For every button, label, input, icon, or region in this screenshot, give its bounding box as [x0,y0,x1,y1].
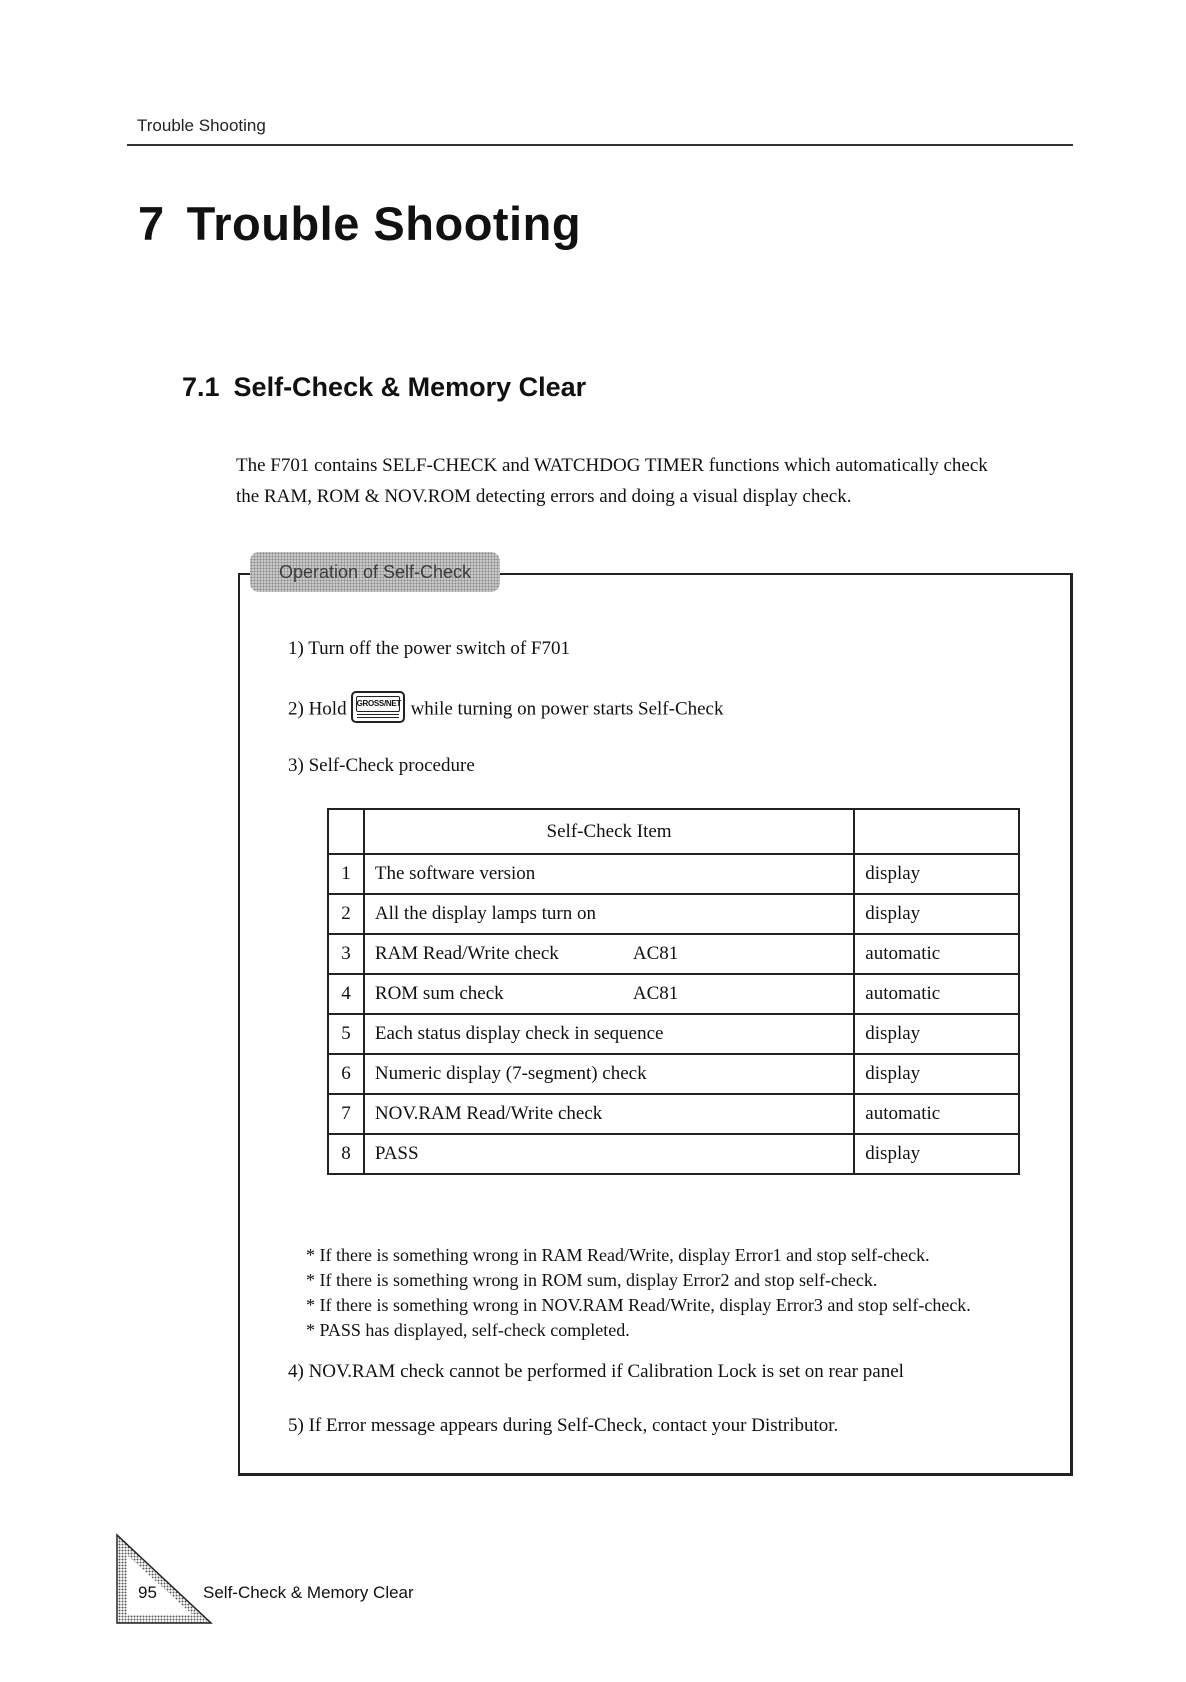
table-row [328,1054,1019,1094]
row-item-text: ROM sum check [374,983,504,1004]
row-type: display [854,1014,1019,1054]
row-number: 8 [328,1134,364,1174]
row-item [364,854,854,894]
table-row [328,894,1019,934]
chapter-number: 7 [138,197,165,250]
chapter-title [138,196,581,251]
row-item [364,1094,854,1134]
row-number: 4 [328,974,364,1014]
row-type: automatic [854,1094,1019,1134]
table-row [328,1014,1019,1054]
table-header-row [328,809,1019,854]
row-item-text: The software version [374,863,536,884]
table-row [328,1134,1019,1174]
row-item-text: Numeric display (7-segment) check [374,1063,647,1084]
step-4: 4) NOV.RAM check cannot be performed if Calibration Lock is set on rear panel [288,1361,904,1382]
row-item-text: RAM Read/Write check [374,943,559,964]
row-item [364,1134,854,1174]
row-item-code: AC81 [632,943,679,964]
row-type: display [854,894,1019,934]
table-row [328,934,1019,974]
header-rule [127,144,1073,146]
table-row [328,1094,1019,1134]
row-type: automatic [854,974,1019,1014]
row-number: 7 [328,1094,364,1134]
self-check-table [327,808,1020,1175]
page-corner-triangle-icon [115,1525,215,1625]
self-check-notes [306,1243,971,1343]
note-item: * If there is something wrong in NOV.RAM Read/Write, display Error3 and stop self-check. [306,1293,971,1318]
row-item-code: AC81 [632,983,679,1004]
step-2-post: while turning on power starts Self-Check [410,698,724,720]
step-3: 3) Self-Check procedure [288,755,475,776]
row-item-text: PASS [374,1143,419,1164]
running-header: Trouble Shooting [137,116,266,135]
step-1: 1) Turn off the power switch of F701 [288,638,571,659]
section-title [182,372,586,403]
intro-line-2: the RAM, ROM & NOV.ROM detecting errors and doing a visual display check. [236,486,852,507]
step-5: 5) If Error message appears during Self-Check, contact your Distributor. [288,1415,839,1436]
row-type: display [854,1054,1019,1094]
row-number: 5 [328,1014,364,1054]
footer-label: Self-Check & Memory Clear [203,1583,414,1602]
row-item-text: NOV.RAM Read/Write check [374,1103,603,1124]
step-2 [288,694,723,726]
gross-net-key-label: GROSS/NET [356,696,400,712]
row-type: automatic [854,934,1019,974]
step-2-pre: 2) Hold [288,698,347,720]
section-number: 7.1 [182,372,220,402]
row-item [364,974,854,1014]
header-num-cell [328,809,364,854]
row-type: display [854,854,1019,894]
chapter-title-text: Trouble Shooting [186,197,582,250]
row-item [364,934,854,974]
row-item [364,1054,854,1094]
header-type-cell [854,809,1019,854]
intro-line-1: The F701 contains SELF-CHECK and WATCHDOG TIMER functions which automatically check [236,455,988,476]
table-row [328,974,1019,1014]
row-item [364,894,854,934]
row-item-text: All the display lamps turn on [374,903,597,924]
gross-net-key-icon [351,691,405,723]
note-item: * If there is something wrong in ROM sum, display Error2 and stop self-check. [306,1268,971,1293]
row-number: 1 [328,854,364,894]
header-item-cell: Self-Check Item [364,809,854,854]
note-item: * PASS has displayed, self-check completed. [306,1318,971,1343]
row-item-text: Each status display check in sequence [374,1023,664,1044]
intro-paragraph [236,450,1066,512]
row-type: display [854,1134,1019,1174]
row-number: 3 [328,934,364,974]
note-item: * If there is something wrong in RAM Read/Write, display Error1 and stop self-check. [306,1243,971,1268]
self-check-box-title: Operation of Self-Check [250,552,500,592]
row-item [364,1014,854,1054]
row-number: 2 [328,894,364,934]
row-number: 6 [328,1054,364,1094]
section-title-text: Self-Check & Memory Clear [233,372,587,402]
page-number: 95 [138,1583,157,1602]
table-row [328,854,1019,894]
